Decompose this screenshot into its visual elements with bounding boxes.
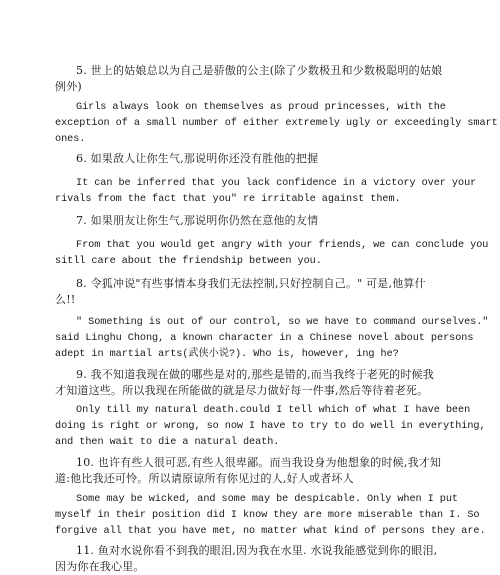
text-line: forgive all that you have met, no matter what kind of persons they are.: [55, 526, 486, 537]
text-line: " Something is out of our control, so we have to command ourselves.": [76, 317, 489, 328]
text-line: doing is right or wrong, so now I have to try to do well in everything,: [55, 421, 486, 432]
text-line: myself in their position did I know they are more miserable than I. So: [55, 510, 480, 521]
text-line: said Linghu Chong, a known character in a Chinese novel about persons: [55, 333, 474, 344]
item-6-chinese: [55, 151, 455, 167]
text-line: 么!!: [55, 293, 76, 306]
text-line: Some may be wicked, and some may be despicable. Only when I put: [76, 494, 459, 505]
text-line: rivals from the fact that you" re irritable against them.: [55, 194, 401, 205]
text-line: Only till my natural death.could I tell which of what I have been: [76, 405, 471, 416]
text-line: 才知道这些。所以我现在所能做的就是尽力做好每一件事,然后等待着老死。: [55, 384, 429, 397]
item-5-english: [55, 100, 498, 148]
item-7-english: [55, 238, 489, 270]
item-8-english: [55, 315, 489, 363]
text-line: 6. 如果敌人让你生气,那说明你还没有胜他的把握: [76, 152, 319, 165]
item-10-chinese: [55, 455, 455, 487]
text-line: ones.: [55, 134, 86, 145]
item-10-english: [55, 492, 486, 540]
text-line: 11. 鱼对水说你看不到我的眼泪,因为我在水里. 水说我能感觉到你的眼泪,: [76, 544, 438, 557]
text-line: 5. 世上的姑娘总以为自己是骄傲的公主(除了少数极丑和少数极聪明的姑娘: [76, 64, 443, 77]
text-line: 7. 如果朋友让你生气,那说明你仍然在意他的友情: [76, 214, 319, 227]
text-line: Girls always look on themselves as proud princesses, with the: [76, 102, 446, 113]
text-line: From that you would get angry with your friends, we can conclude you: [76, 240, 489, 251]
item-9-chinese: [55, 367, 455, 399]
item-5-chinese: [55, 63, 455, 95]
text-line: 因为你在我心里。: [55, 560, 145, 573]
item-6-english: [55, 176, 477, 208]
text-line: It can be inferred that you lack confidence in a victory over your: [76, 178, 477, 189]
item-9-english: [55, 403, 486, 451]
text-line: exception of a small number of either extremely ugly or exceedingly smart: [55, 118, 498, 129]
text-line: 道:他比我还可怜。所以请原谅所有你见过的人,好人或者坏人: [55, 472, 354, 485]
text-line: 10. 也许有些人很可恶,有些人很卑鄙。而当我设身为他想象的时候,我才知: [76, 456, 442, 469]
item-8-chinese: [55, 276, 455, 308]
text-line: sitll care about the friendship between you.: [55, 256, 322, 267]
text-line: and then wait to die a natural death.: [55, 437, 280, 448]
text-line: adept in martial arts(武侠小说?). Who is, however, ing he?: [55, 349, 399, 360]
item-7-chinese: [55, 213, 455, 229]
item-11-chinese: [55, 543, 455, 575]
text-line: 例外): [55, 80, 82, 93]
text-line: 9. 我不知道我现在做的哪些是对的,那些是错的,而当我终于老死的时候我: [76, 368, 434, 381]
text-line: 8. 令狐冲说"有些事情本身我们无法控制,只好控制自己。" 可是,他算什: [76, 277, 426, 290]
